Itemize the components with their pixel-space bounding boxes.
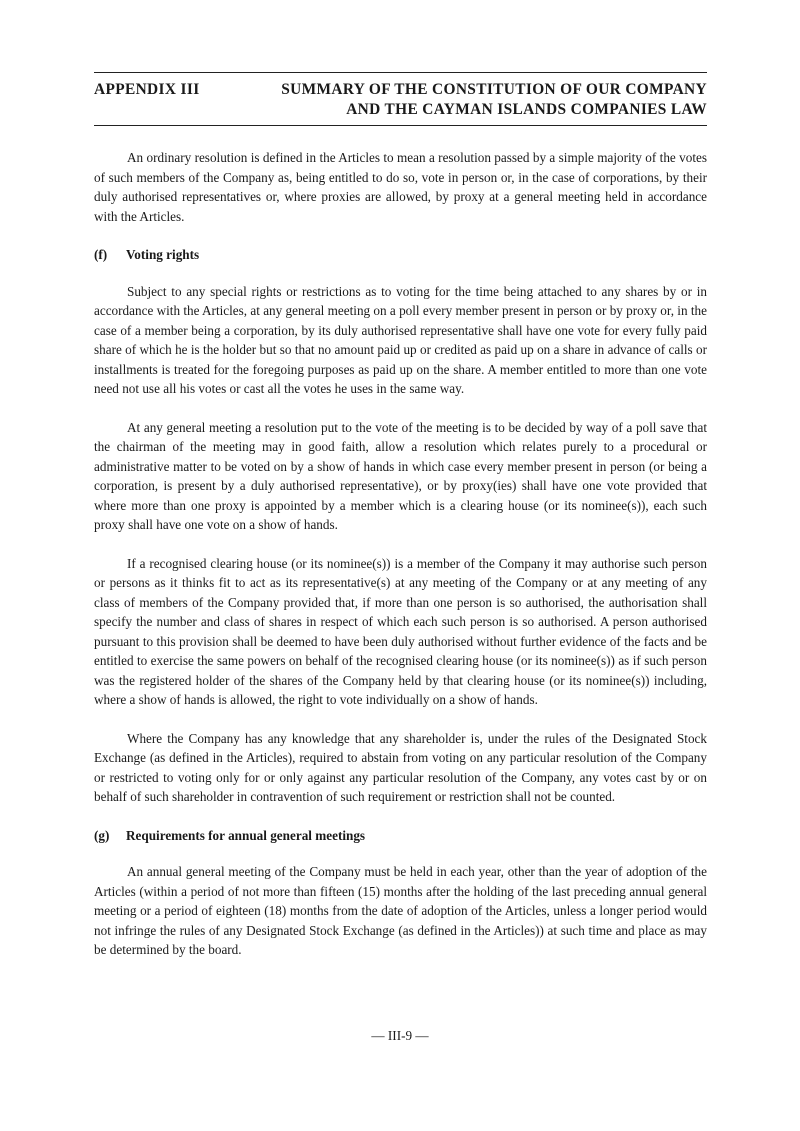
- header-bottom-rule: [94, 125, 707, 126]
- header-title-line-2: AND THE CAYMAN ISLANDS COMPANIES LAW: [346, 101, 707, 118]
- appendix-label: APPENDIX III: [94, 81, 200, 98]
- section-heading-voting-rights: [94, 245, 707, 265]
- section-number: (g): [94, 827, 110, 843]
- page-header: [94, 73, 707, 125]
- header-row-1: [94, 80, 707, 100]
- paragraph-annual-meeting: An annual general meeting of the Company must be held in each year, other than the year of adoption of the Articles (within a period of not more than fifteen (15) months after the holding of the last preceding annual general meeting or a period of eighteen (18) months from the date of adoption of the Articles, unless a longer period would not infringe the rules of any Designated Stock Exchange (as defined in the Articles)) at such time and place as may be determined by the board.: [94, 864, 707, 957]
- paragraph-ordinary-resolution: An ordinary resolution is defined in the Articles to mean a resolution passed by a simple majority of the votes of such members of the Company as, being entitled to do so, vote in person or, in the case of corporations, by their duly authorised representatives or, where proxies are allowed, by proxy at a general meeting held in accordance with the Articles.: [94, 150, 707, 224]
- header-title-line-1: SUMMARY OF THE CONSTITUTION OF OUR COMPANY: [281, 81, 707, 98]
- document-page: [94, 72, 707, 979]
- section-heading-annual-general-meetings: [94, 826, 707, 846]
- page-number: — III-9 —: [371, 1028, 429, 1043]
- paragraph-abstain-voting: Where the Company has any knowledge that any shareholder is, under the rules of the Designated Stock Exchange (as defined in the Articles), required to abstain from voting on any particular resolution of the Company or restricted to voting only for or only against any particular resolution of the Company, any votes cast by or on behalf of such shareholder in contravention of such requirement or restriction shall not be counted.: [94, 730, 707, 804]
- section-number: (f): [94, 247, 108, 262]
- paragraph-clearing-house: If a recognised clearing house (or its nominee(s)) is a member of the Company it may authorise such person or persons as it thinks fit to act as its representative(s) at any meeting of the Company or at any meeting of any class of members of the Company provided that, if more than one person is so authorised, the authorisation shall specify the number and class of shares in respect of which each such person is so authorised. A person authorised pursuant to this provision shall be deemed to have been duly authorised without further evidence of the facts and be entitled to exercise the same powers on behalf of the recognised clearing house (or its nominee(s)) as if such person was the registered holder of the shares of the Company held by that clearing house (or its nominee(s)) including, where a show of hands is allowed, the right to vote individually on a show of hands.: [94, 555, 707, 707]
- paragraph-voting-poll: Subject to any special rights or restrictions as to voting for the time being attached to any shares by or in accordance with the Articles, at any general meeting on a poll every member present in person or by proxy or, in the case of a member being a corporation, by its duly authorised representative shall have one vote for every fully paid share of which he is the holder but so that no amount paid up or credited as paid up on a share in advance of calls or installments is treated for the foregoing purposes as paid up on the share. A member entitled to more than one vote need not use all his votes or cast all the votes he uses in the same way.: [94, 283, 707, 396]
- document-body: [94, 148, 707, 960]
- paragraph-show-of-hands: At any general meeting a resolution put to the vote of the meeting is to be decided by way of a poll save that the chairman of the meeting may in good faith, allow a resolution which relates purely to a procedural or administrative matter to be voted on by a show of hands in which case every member present in person (or being a corporation, is present by a duly authorised representative), or by proxy(ies) shall have one vote provided that where more than one proxy is appointed by a member which is a clearing house (or its nominee(s)), each such proxy shall have one vote on a show of hands.: [94, 419, 707, 532]
- section-title: Voting rights: [126, 247, 200, 262]
- section-title: Requirements for annual general meetings: [126, 827, 366, 843]
